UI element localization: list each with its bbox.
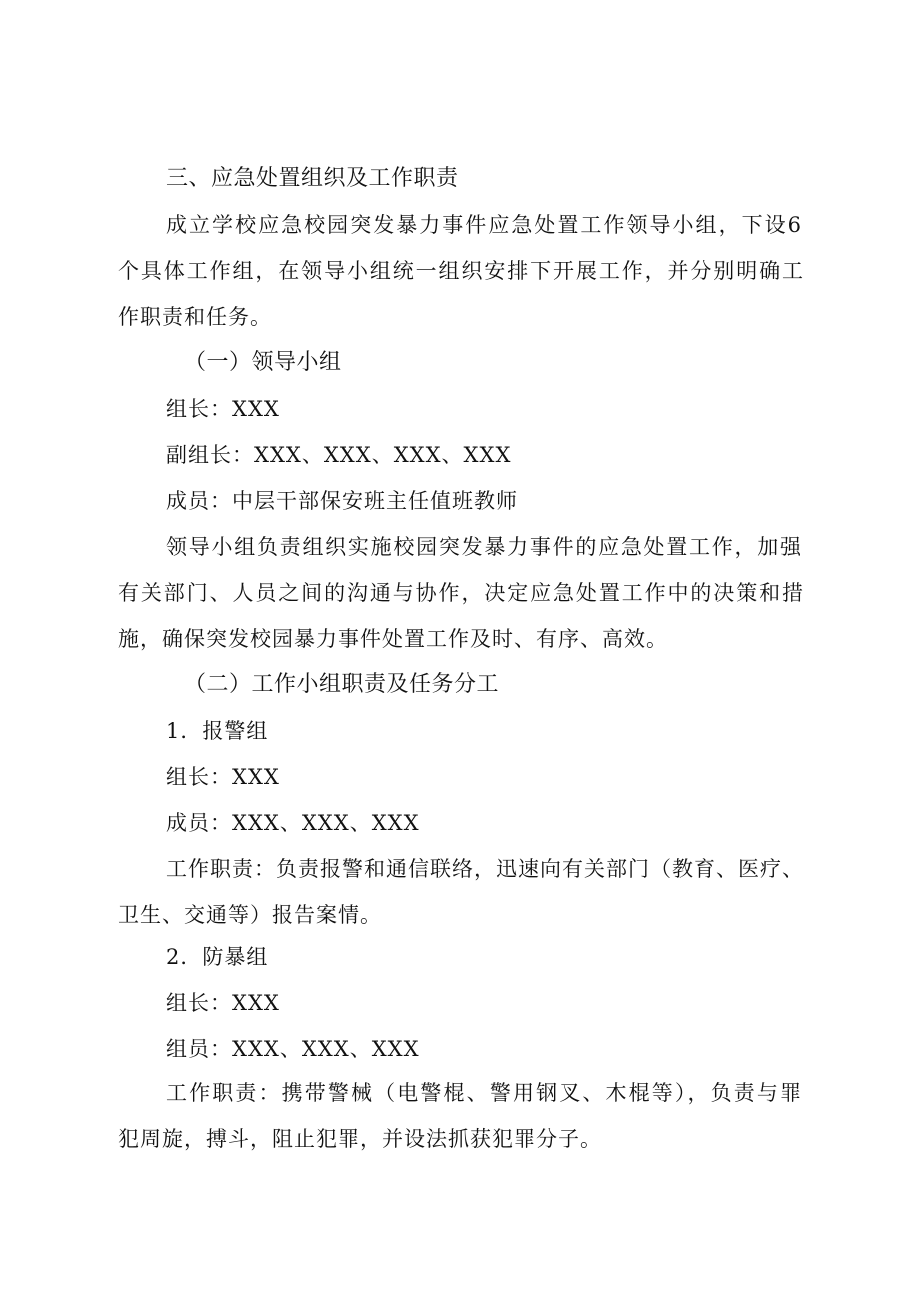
leadership-deputy: 副组长：XXX、XXX、XXX、XXX bbox=[166, 443, 512, 467]
group-1-duty-line-2: 卫生、交通等）报告案情。 bbox=[118, 903, 382, 927]
group-2-duty-line-1 bbox=[0, 1070, 920, 1116]
group-2-duty-line-2: 犯周旋，搏斗，阻止犯罪，并设法抓获犯罪分子。 bbox=[118, 1127, 602, 1151]
leadership-duty-line-1 bbox=[0, 524, 920, 570]
group-1-duty-text-1: 工作职责：负责报警和通信联络，迅速向有关部门（教育、医疗、 bbox=[166, 857, 804, 881]
intro-text-1: 成立学校应急校园突发暴力事件应急处置工作领导小组，下设6 bbox=[166, 213, 802, 237]
leadership-duty-text-2: 有关部门、人员之间的沟通与协作，决定应急处置工作中的决策和措 bbox=[118, 581, 804, 605]
group-2-name: 2．防暴组 bbox=[166, 945, 269, 969]
section-title: 三、应急处置组织及工作职责 bbox=[166, 166, 459, 191]
leadership-duty-line-3: 施，确保突发校园暴力事件处置工作及时、有序、高效。 bbox=[118, 627, 668, 651]
intro-line-2 bbox=[0, 248, 920, 294]
group-2-leader: 组长：XXX bbox=[166, 991, 280, 1015]
intro-line-3: 作职责和任务。 bbox=[118, 305, 272, 329]
group-1-duty-line-1 bbox=[0, 846, 920, 892]
group-1-name: 1．报警组 bbox=[166, 719, 269, 743]
group-2-duty-text-1: 工作职责：携带警械（电警棍、警用钢叉、木棍等），负责与罪 bbox=[166, 1081, 802, 1105]
leadership-duty-text-1: 领导小组负责组织实施校园突发暴力事件的应急处置工作，加强 bbox=[166, 535, 802, 559]
intro-text-2: 个具体工作组，在领导小组统一组织安排下开展工作，并分别明确工 bbox=[118, 259, 804, 283]
leadership-members: 成员：中层干部保安班主任值班教师 bbox=[166, 489, 518, 513]
intro-line-1 bbox=[0, 202, 920, 248]
leadership-duty-line-2 bbox=[0, 570, 920, 616]
leadership-title: （一）领导小组 bbox=[184, 350, 342, 375]
work-groups-title: （二）工作小组职责及任务分工 bbox=[184, 672, 500, 697]
group-1-members: 成员：XXX、XXX、XXX bbox=[166, 811, 420, 835]
leadership-leader: 组长：XXX bbox=[166, 397, 280, 421]
group-2-members: 组员：XXX、XXX、XXX bbox=[166, 1037, 420, 1061]
group-1-leader: 组长：XXX bbox=[166, 765, 280, 789]
